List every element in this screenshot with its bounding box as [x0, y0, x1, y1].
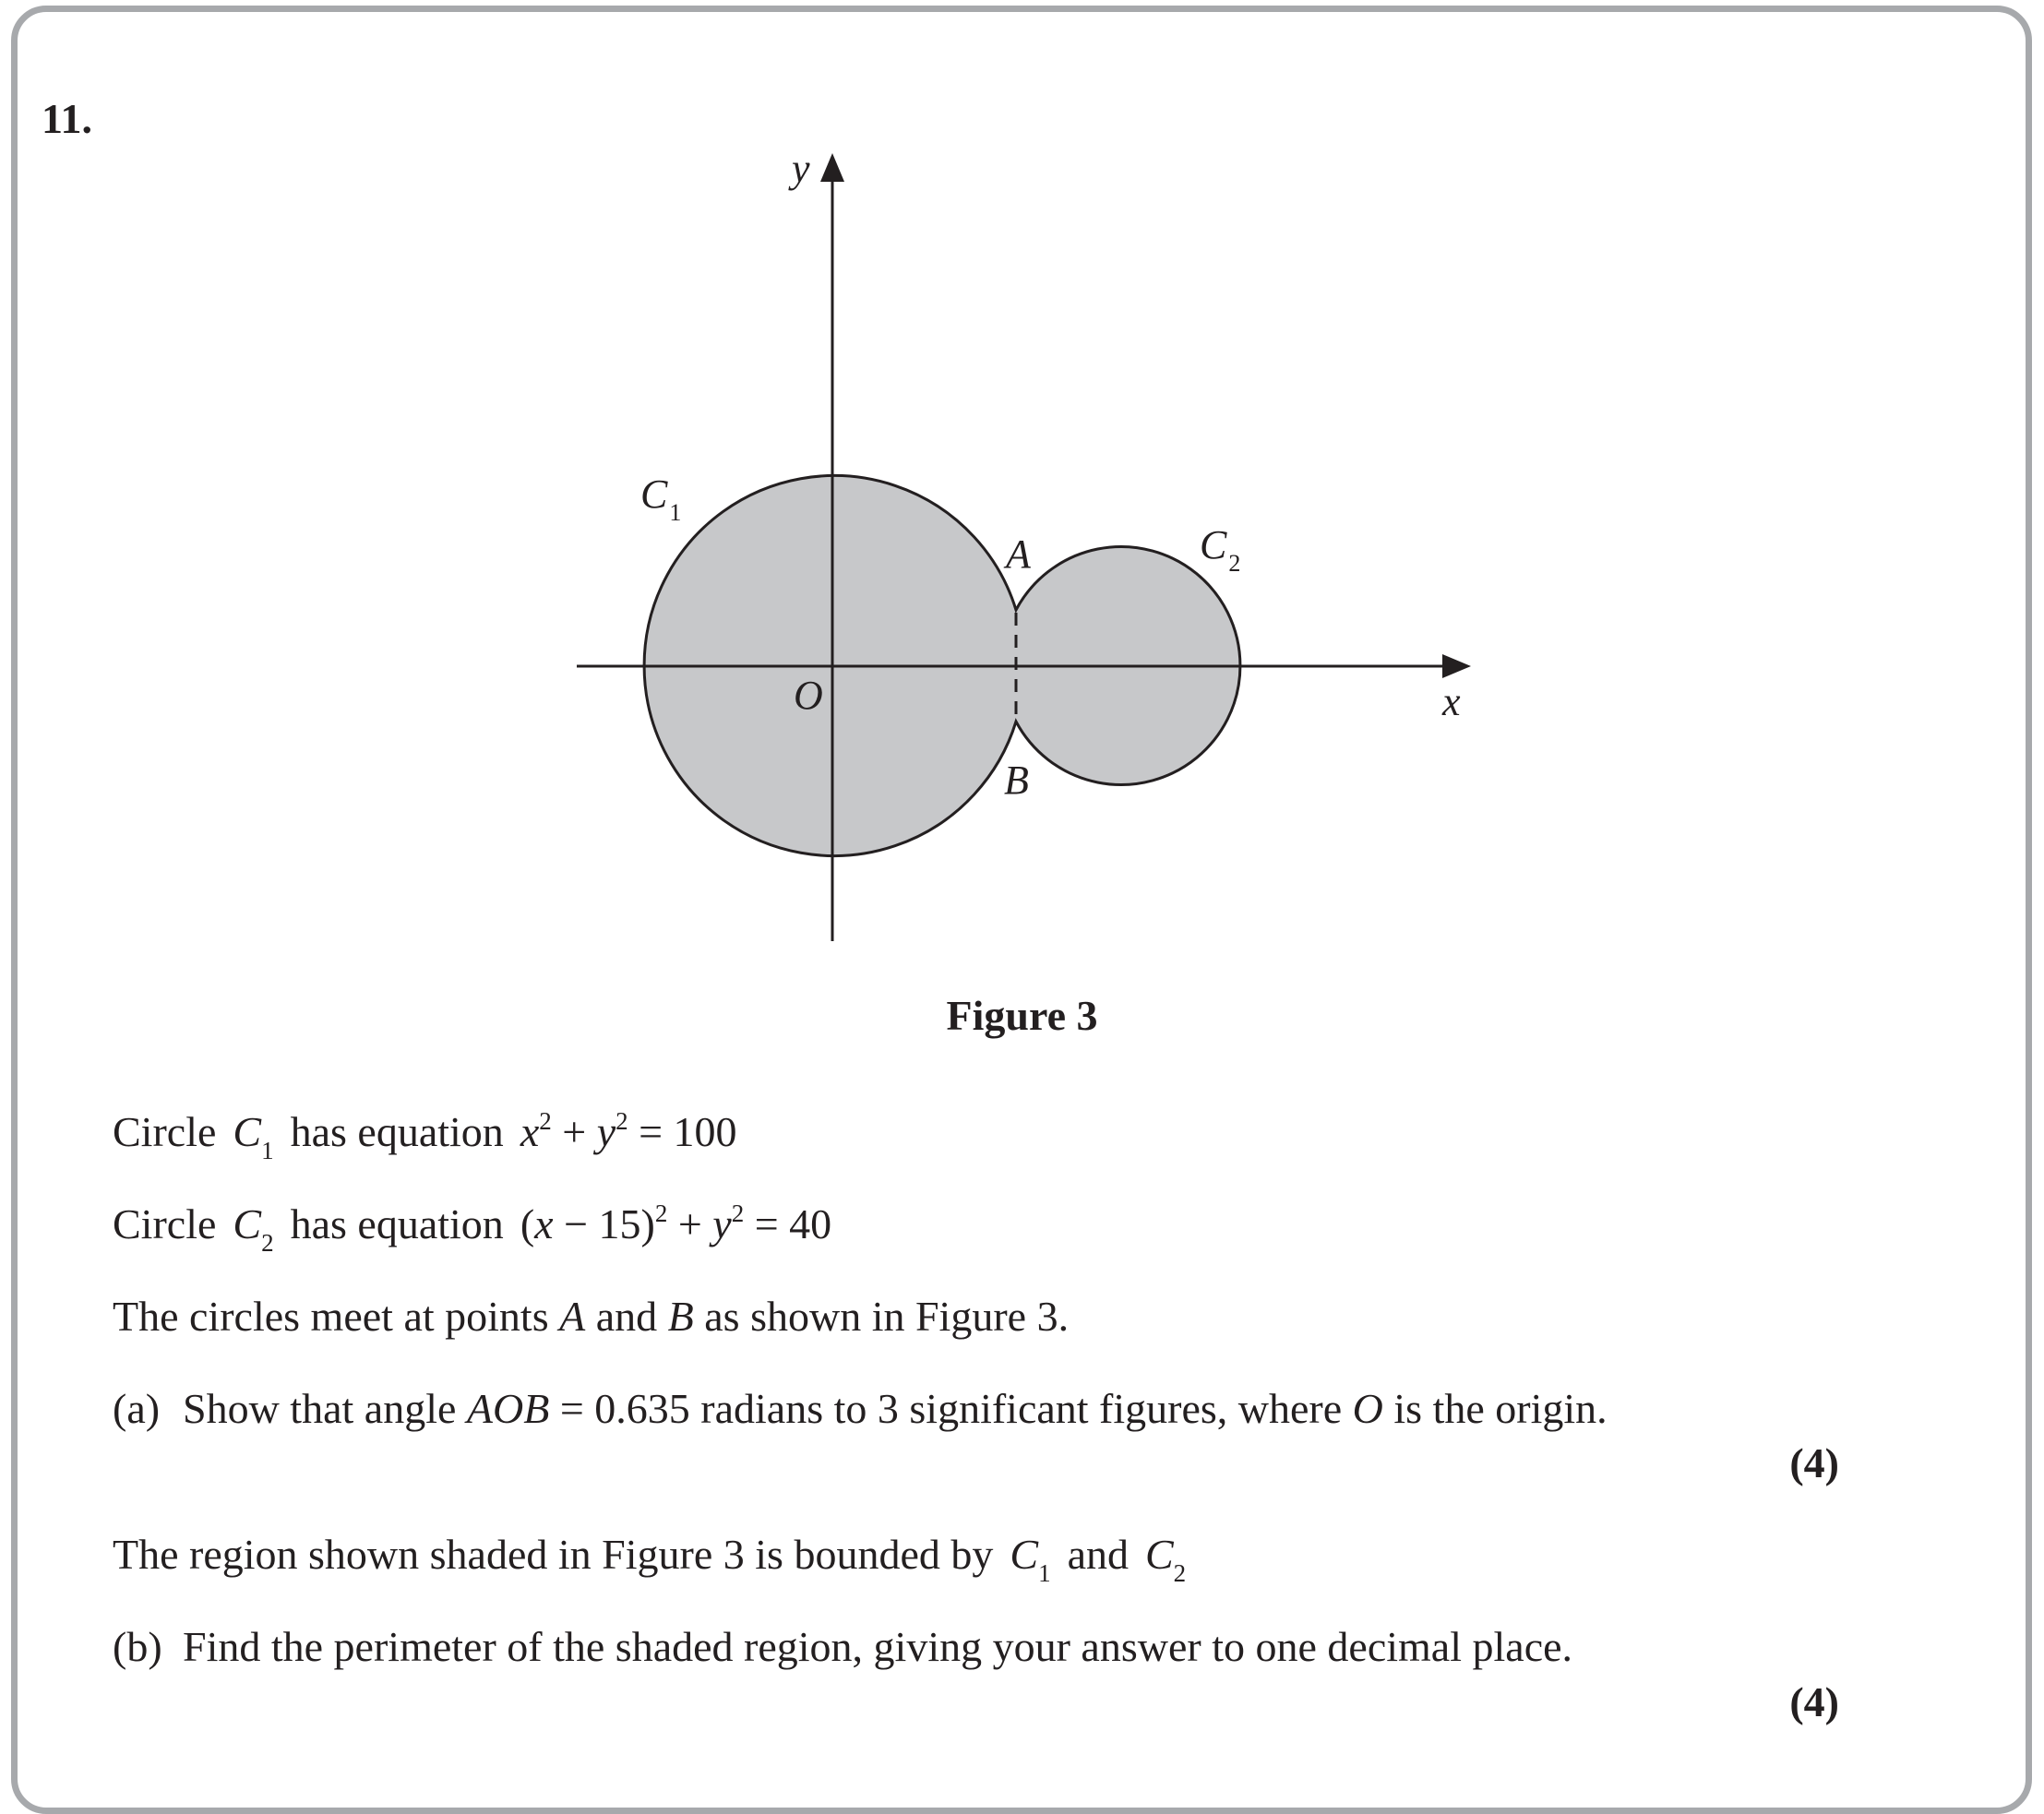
c1-y: y — [596, 1108, 616, 1155]
x-axis-label: x — [1442, 679, 1461, 724]
meet-post: as shown in Figure 3. — [704, 1293, 1070, 1340]
x-axis-arrow — [1442, 654, 1471, 678]
part-a-pre: Show that angle — [183, 1385, 457, 1432]
c1-label-sub: 1 — [669, 499, 682, 526]
c2-exp: 2 — [654, 1199, 668, 1227]
c1-x: x — [520, 1108, 540, 1155]
c1-mid: has equation — [290, 1108, 504, 1155]
c2-label-letter: C — [1200, 522, 1227, 567]
c2-y-exp: 2 — [731, 1199, 745, 1227]
c2-plus: + — [677, 1200, 702, 1247]
point-b-label: B — [1004, 758, 1029, 803]
c1-x-exp: 2 — [539, 1107, 552, 1135]
part-b-label: (b) — [113, 1623, 162, 1670]
meet-pre: The circles meet at points — [113, 1293, 549, 1340]
c1-y-exp: 2 — [616, 1107, 628, 1135]
c2-sub: 2 — [261, 1229, 274, 1257]
region-c2-sub: 2 — [1173, 1559, 1187, 1587]
meet-and: and — [595, 1293, 658, 1340]
c1-word: Circle — [113, 1108, 217, 1155]
c2-label-sub: 2 — [1228, 550, 1241, 577]
point-a-label: A — [1006, 531, 1031, 577]
part-b-marks: (4) — [1789, 1678, 1839, 1725]
origin-label: O — [794, 673, 823, 718]
part-a-post: is the origin. — [1393, 1385, 1608, 1432]
c2-open: ( — [520, 1200, 535, 1247]
part-a-label: (a) — [113, 1385, 161, 1432]
part-a-o: O — [1352, 1385, 1383, 1432]
meet-a: A — [559, 1293, 586, 1340]
part-a-mid: = 0.635 radians to 3 significant figures, where — [559, 1385, 1343, 1432]
c2-word: Circle — [113, 1200, 217, 1247]
meet-b: B — [667, 1293, 694, 1340]
c1-equation-line — [113, 1107, 737, 1164]
y-axis-arrow — [820, 153, 844, 182]
c1-letter: C — [233, 1108, 262, 1155]
region-c2-letter: C — [1144, 1531, 1174, 1578]
part-a-angle: AOB — [466, 1385, 550, 1432]
c2-x: x — [534, 1200, 554, 1247]
question-number: 11. — [42, 95, 92, 142]
region-line — [113, 1531, 1187, 1587]
figure-caption: Figure 3 — [946, 992, 1098, 1039]
y-axis-label: y — [792, 146, 810, 191]
c1-rhs: = 100 — [639, 1108, 737, 1155]
c2-minus: − 15) — [564, 1200, 655, 1247]
c1-sub: 1 — [261, 1137, 274, 1164]
part-a-marks: (4) — [1789, 1439, 1839, 1486]
c2-equation-line — [113, 1199, 832, 1257]
part-a-line — [113, 1385, 1608, 1432]
region-and: and — [1067, 1531, 1129, 1578]
c2-mid: has equation — [290, 1200, 504, 1247]
c1-label — [640, 471, 681, 526]
c2-label — [1200, 522, 1240, 577]
region-c1-letter: C — [1010, 1531, 1039, 1578]
region-pre: The region shown shaded in Figure 3 is bounded by — [113, 1531, 994, 1578]
c1-label-letter: C — [640, 471, 668, 517]
meet-line — [113, 1295, 1069, 1338]
part-b-text: Find the perimeter of the shaded region, giving your answer to one decimal place. — [183, 1623, 1573, 1670]
part-b-line — [113, 1623, 1573, 1670]
c2-rhs: = 40 — [754, 1200, 832, 1247]
c1-plus: + — [562, 1108, 587, 1155]
c2-y: y — [712, 1200, 732, 1247]
c2-letter: C — [233, 1200, 262, 1247]
region-c1-sub: 1 — [1038, 1559, 1051, 1587]
